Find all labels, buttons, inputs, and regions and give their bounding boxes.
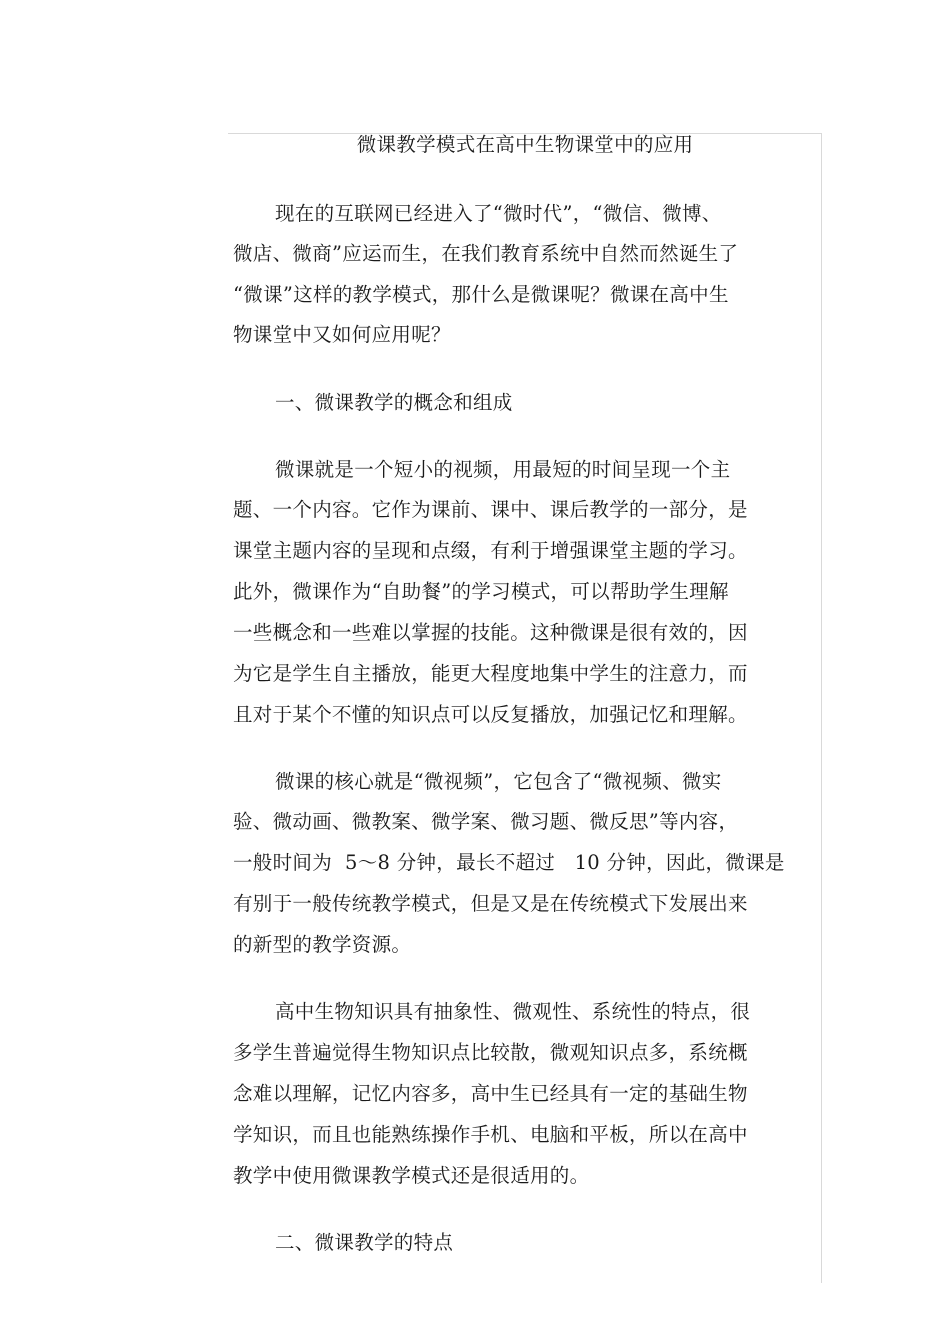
section-heading-1: 一、微课教学的概念和组成 <box>275 391 513 414</box>
paragraph-4-line-4: 学知识，而且也能熟练操作手机、电脑和平板，所以在高中 <box>233 1123 748 1146</box>
paragraph-2-line-1: 微课就是一个短小的视频，用最短的时间呈现一个主 <box>275 458 731 481</box>
document-title: 微课教学模式在高中生物课堂中的应用 <box>356 133 694 156</box>
paragraph-1-line-4: 物课堂中又如何应用呢？ <box>233 323 451 346</box>
paragraph-3-line-2: 验、微动画、微教案、微学案、微习题、微反思”等内容， <box>233 810 739 833</box>
paragraph-2-line-2: 题、一个内容。它作为课前、课中、课后教学的一部分，是 <box>233 498 748 521</box>
paragraph-4-line-1: 高中生物知识具有抽象性、微观性、系统性的特点，很 <box>275 1000 751 1023</box>
paragraph-1-line-3: “微课”这样的教学模式，那什么是微课呢？微课在高中生 <box>233 283 729 306</box>
paragraph-1-line-1: 现在的互联网已经进入了“微时代”，“微信、微博、 <box>275 202 722 225</box>
paragraph-2-line-3: 课堂主题内容的呈现和点缀，有利于增强课堂主题的学习。 <box>233 539 748 562</box>
paragraph-3-line-3: 一般时间为 5～8 分钟，最长不超过 10 分钟，因此，微课是 <box>233 851 785 874</box>
paragraph-2-line-5: 一些概念和一些难以掌握的技能。这种微课是很有效的，因 <box>233 621 748 644</box>
paragraph-2-line-7: 且对于某个不懂的知识点可以反复播放，加强记忆和理解。 <box>233 703 748 726</box>
paragraph-3-line-1: 微课的核心就是“微视频”，它包含了“微视频、微实 <box>275 770 722 793</box>
paragraph-1-line-2: 微店、微商”应运而生，在我们教育系统中自然而然诞生了 <box>233 242 739 265</box>
paragraph-4-line-5: 教学中使用微课教学模式还是很适用的。 <box>233 1164 590 1187</box>
paragraph-3-line-4: 有别于一般传统教学模式，但是又是在传统模式下发展出来 <box>233 892 748 915</box>
paragraph-3-line-5: 的新型的教学资源。 <box>233 933 412 956</box>
paragraph-2-line-4: 此外，微课作为“自助餐”的学习模式，可以帮助学生理解 <box>233 580 729 603</box>
page-frame-right-rule <box>821 133 822 1283</box>
paragraph-4-line-2: 多学生普遍觉得生物知识点比较散，微观知识点多，系统概 <box>233 1041 748 1064</box>
paragraph-2-line-6: 为它是学生自主播放，能更大程度地集中学生的注意力，而 <box>233 662 748 685</box>
paragraph-4-line-3: 念难以理解，记忆内容多，高中生已经具有一定的基础生物 <box>233 1082 748 1105</box>
section-heading-2: 二、微课教学的特点 <box>275 1231 454 1254</box>
